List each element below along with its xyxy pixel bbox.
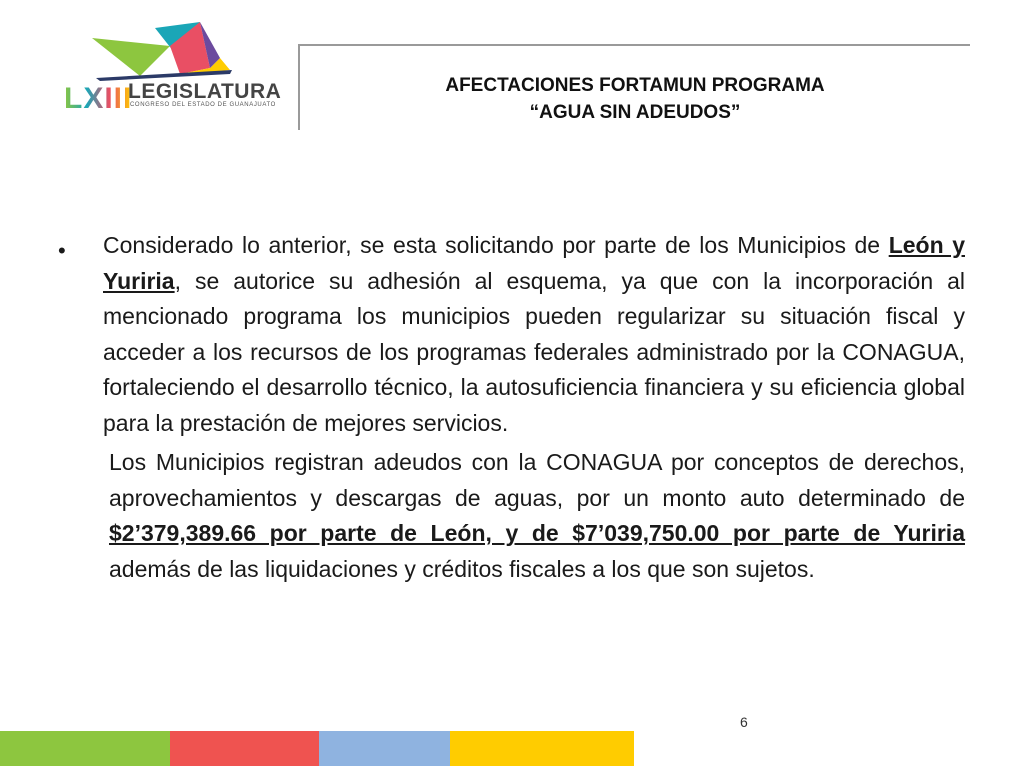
paragraph-2: Los Municipios registran adeudos con la CONAGUA por conceptos de derechos, aprovechamientos y descargas de aguas, por un monto auto determinado de $2’379,389.66 por parte de León, y de $7’039,750.00 por parte de Yuriria además de las liquidaciones y créditos fiscales a los que son sujetos. — [109, 449, 965, 582]
logo-wordmark — [64, 80, 282, 116]
page-title — [300, 72, 970, 126]
footer-stripe-blue — [319, 731, 450, 766]
amounts-highlight: $2’379,389.66 por parte de León, y de $7’039,750.00 por parte de Yuriria — [109, 520, 965, 546]
page-number: 6 — [740, 714, 748, 730]
logo-name: LEGISLATURA — [128, 80, 282, 103]
footer-stripe-green — [0, 731, 170, 766]
logo-lxiii-text: LXIII — [64, 82, 133, 115]
title-line-2: “AGUA SIN ADEUDOS” — [529, 102, 741, 123]
logo-lxiii — [64, 82, 132, 116]
footer-stripe-yellow — [450, 731, 634, 766]
logo-subtitle: CONGRESO DEL ESTADO DE GUANAJUATO — [130, 102, 276, 108]
footer-stripe-red — [170, 731, 319, 766]
bullet-marker: • — [58, 238, 66, 263]
municipios-highlight: León y Yuriria — [103, 232, 965, 294]
paragraph-1: Considerado lo anterior, se esta solicitando por parte de los Municipios de León y Yuriria, se autorice su adhesión al esquema, ya que con la incorporación al mencionado programa los municipios pueden regularizar su situación fiscal y acceder a los recursos de los programas federales administrado por la CONAGUA, fortaleciendo el desarrollo técnico, la autosuficiencia financiera y su eficiencia global para la prestación de mejores servicios. — [103, 232, 965, 436]
slide-content — [103, 228, 965, 587]
title-line-1: AFECTACIONES FORTAMUN PROGRAMA — [445, 75, 825, 96]
